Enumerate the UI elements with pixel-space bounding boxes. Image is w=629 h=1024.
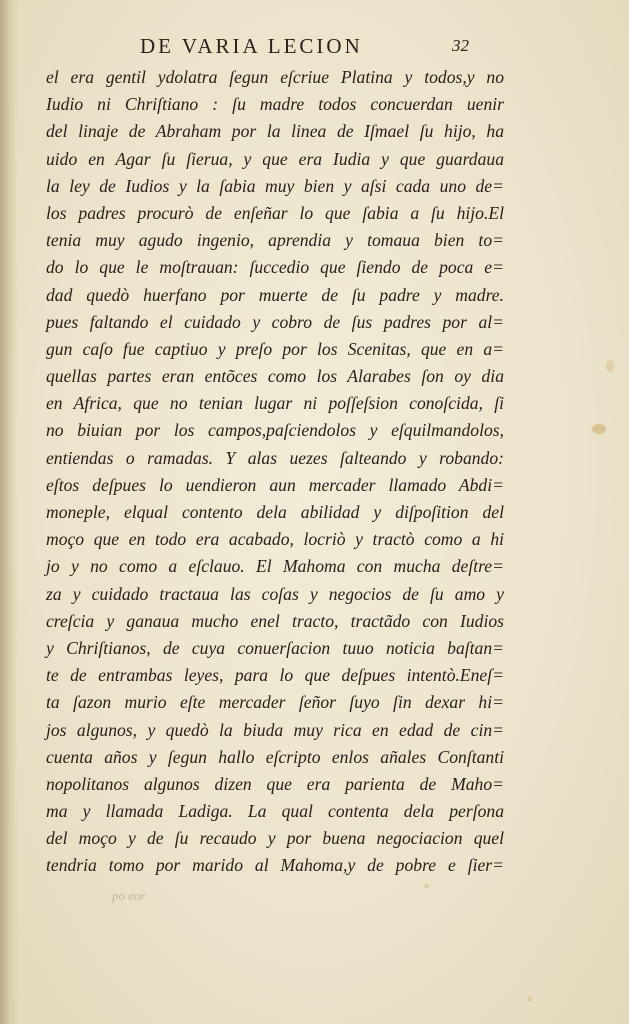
text-line: en Africa, que no tenian lugar ni poſſeſsion conoſcida, ſi bbox=[46, 393, 504, 414]
text-line: ma y llamada Ladiga. La qual contenta dela perſona bbox=[46, 801, 504, 822]
text-line: los padres procurò de enſeñar lo que ſabia a ſu hijo.El bbox=[46, 202, 504, 223]
running-title: DE VARIA LECION bbox=[140, 34, 363, 58]
bleed-through-text: po eor bbox=[112, 888, 146, 903]
text-line: la ley de Iudios y la ſabia muy bien y aſsi cada uno de= bbox=[46, 175, 504, 196]
text-line: quellas partes eran entõces como los Alarabes ſon oy dia bbox=[46, 366, 504, 387]
text-line: do lo que le moſtrauan: ſuccedio que ſiendo de poca e= bbox=[46, 257, 504, 278]
text-line: nopolitanos algunos dizen que era parienta de Maho= bbox=[46, 773, 504, 794]
text-line: jo y no como a eſclauo. El Mahoma con mucha deſtre= bbox=[46, 556, 504, 577]
text-line: moneple, elqual contento dela abilidad y diſpoſition del bbox=[46, 502, 504, 522]
paper-stain bbox=[606, 360, 614, 372]
paper-stain bbox=[424, 884, 429, 888]
text-line: gun caſo fue captiuo y preſo por los Scenitas, que en a= bbox=[46, 338, 504, 359]
text-line: ta ſazon murio eſte mercader ſeñor ſuyo ſin dexar hi= bbox=[46, 692, 504, 713]
text-line: za y cuidado tractaua las coſas y negocios de ſu amo y bbox=[46, 583, 504, 604]
paper-stain bbox=[592, 424, 606, 434]
text-line: dad quedò huerfano por muerte de ſu padre y madre. bbox=[46, 284, 504, 305]
text-line: moço que en todo era acabado, locriò y tractò como a hi bbox=[46, 529, 504, 550]
text-line: tendria tomo por marido al Mahoma,y de pobre e ſier= bbox=[46, 855, 504, 876]
body-text bbox=[46, 64, 504, 880]
text-line: y Chriſtianos, de cuya conuerſacion tuuo noticia baſtan= bbox=[46, 637, 504, 658]
page-gutter-shadow bbox=[0, 0, 18, 1024]
text-line: tenia muy agudo ingenio, aprendia y tomaua bien to= bbox=[46, 230, 504, 251]
text-line: uido en Agar ſu ſierua, y que era Iudia y que guardaua bbox=[46, 148, 504, 169]
text-line: jos algunos, y quedò la biuda muy rica en edad de cin= bbox=[46, 719, 504, 740]
text-line: del moço y de ſu recaudo y por buena negociacion quel bbox=[46, 828, 504, 849]
text-line: entiendas o ramadas. Y alas uezes ſalteando y robando: bbox=[46, 447, 504, 468]
text-line: cuenta años y ſegun hallo eſcripto enlos añales Conſtanti bbox=[46, 746, 504, 767]
text-line: no biuian por los campos,paſciendolos y eſquilmandolos, bbox=[46, 420, 504, 441]
paper-stain bbox=[528, 996, 532, 1002]
text-line: pues faltando el cuidado y cobro de ſus padres por al= bbox=[46, 311, 504, 332]
text-line: creſcia y ganaua mucho enel tracto, tractãdo con Iudios bbox=[46, 610, 504, 631]
text-line: Iudio ni Chriſtiano : ſu madre todos concuerdan uenir bbox=[46, 94, 504, 115]
text-line: del linaje de Abraham por la linea de Iſmael ſu hijo, ha bbox=[46, 121, 504, 142]
text-line: te de entrambas leyes, para lo que deſpues intentò.Eneſ= bbox=[46, 665, 504, 686]
page-number: 32 bbox=[452, 36, 469, 55]
page-header bbox=[0, 34, 629, 64]
text-line: el era gentil ydolatra ſegun eſcriue Platina y todos,y no bbox=[46, 67, 504, 87]
text-line: eſtos deſpues lo uendieron aun mercader llamado Abdi= bbox=[46, 474, 504, 495]
